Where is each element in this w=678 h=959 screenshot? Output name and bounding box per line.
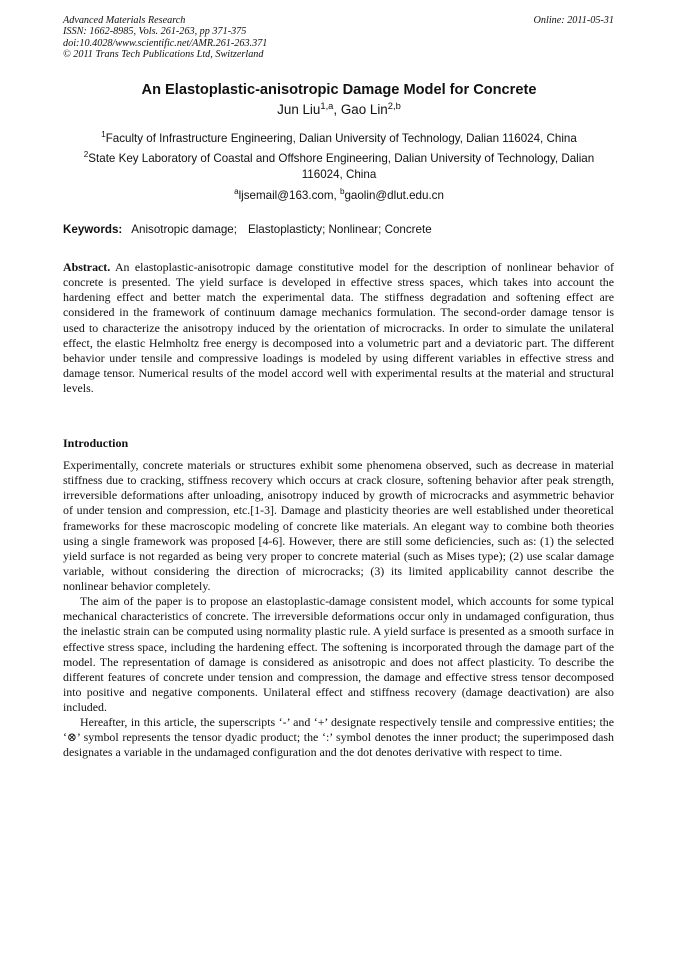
affiliation-text: State Key Laboratory of Coastal and Offshore Engineering, Dalian University of Technology, Dalian 116024, China xyxy=(88,152,595,181)
keywords-label: Keywords: xyxy=(63,223,123,236)
paragraph: Experimentally, concrete materials or structures exhibit some phenomena observed, such as decrease in material stiffness due to cracking, stiffness recovery which occurs at crack closure, softening behavior after peak strength, irreversible deformations after unloading, anisotropy induced by growth of microcracks and asymmetric behavior of under tension and compression, etc.[1-3]. Damage and plasticity theories are well established under theoretical frameworks for these macroscopic modeling of concrete like materials. An elegant way to combine both theories using a single framework was proposed [4-6]. However, there are still some deficiencies, such as: (1) the selected yield surface is not regarded as being very proper to concrete material (such as Mises type); (2) use scalar damage variable, without considering the direction of microcracks; (3) its limited applicability cannot describe the nonlinear behavior completely. xyxy=(63,458,614,593)
email-link[interactable]: ljsemail@163.com xyxy=(238,189,334,202)
keywords-line xyxy=(63,222,618,237)
email-superscript: a xyxy=(234,187,239,196)
affiliation-superscript: 2 xyxy=(83,150,89,159)
issn-line: ISSN: 1662-8985, Vols. 261-263, pp 371-375 xyxy=(63,26,247,38)
affiliation-superscript: 1 xyxy=(101,130,106,139)
paper-title: An Elastoplastic-anisotropic Damage Model for Concrete xyxy=(141,82,537,98)
journal-name: Advanced Materials Research xyxy=(63,15,186,26)
author-line xyxy=(0,101,678,119)
online-date: Online: 2011-05-31 xyxy=(533,15,614,26)
journal-header xyxy=(63,15,267,60)
affiliation-1 xyxy=(70,131,608,147)
abstract-text: An elastoplastic-anisotropic damage constitutive model for the description of nonlinear behavior of concrete is presented. The yield surface is developed in effective stress spaces, which takes into account the hardening effect and better match the experimental data. The stiffness degradation and softening effect are considered in the framework of continuum damage mechanics formulation. The second-order damage tensor is used to characterize the anisotropy induced by the orientation of microcracks. In order to simulate the unilateral effect, the elastic Helmholtz free energy is decomposed into a volumetric part and a deviatoric part. The different behavior under tensile and compressive loadings is modeled by using different variables in effective stress and damage tensor. Numerical results of the model accord well with experimental results at the material and structural levels. xyxy=(63,260,614,395)
section-heading-introduction: Introduction xyxy=(63,436,129,450)
email-separator: , xyxy=(333,189,340,202)
affiliation-2 xyxy=(70,151,608,182)
paragraph: The aim of the paper is to propose an elastoplastic-damage consistent model, which accounts for some typical mechanical characteristics of concrete. The irreversible deformations occur only in undamaged configuration, thus the inelastic strain can be computed using normality plastic rule. A yield surface is presented as a smooth surface in effective stress space, including the hardening effect. The softening is incorporated through the damage part of the model. The representation of damage is considered as anisotropic and does not affect plasticity. To describe the different features of concrete under tension and compression, the damage and effective stress tensor decomposed into positive and negative components. Unilateral effect and stiffness recovery (damage deactivation) are also included. xyxy=(63,594,614,714)
author-superscript: 1,a xyxy=(320,101,334,111)
author-superscript: 2,b xyxy=(387,101,401,111)
email-link[interactable]: gaolin@dlut.edu.cn xyxy=(344,189,444,202)
email-superscript: b xyxy=(339,187,345,196)
keyword-item: Elastoplasticty; Nonlinear; Concrete xyxy=(247,223,432,236)
paragraph: Hereafter, in this article, the superscripts ‘-’ and ‘+’ designate respectively tensile and compressive entities; the ‘⊗’ symbol represents the tensor dyadic product; the ‘:’ symbol denotes the inner product; the superimposed dash designates a variable in the undamaged configuration and the dot denotes derivative with respect to time. xyxy=(63,715,614,760)
author-name: Gao Lin xyxy=(340,102,388,117)
introduction-body xyxy=(63,458,614,761)
keyword-item: Anisotropic damage; xyxy=(131,223,237,236)
author-separator: , xyxy=(333,102,341,117)
abstract xyxy=(63,260,614,396)
affiliation-text: Faculty of Infrastructure Engineering, Dalian University of Technology, Dalian 116024, China xyxy=(105,132,577,145)
copyright-line: © 2011 Trans Tech Publications Ltd, Switzerland xyxy=(63,48,264,60)
doi-link[interactable]: doi:10.4028/www.scientific.net/AMR.261-263.371 xyxy=(63,37,268,49)
author-name: Jun Liu xyxy=(277,102,321,117)
abstract-label: Abstract. xyxy=(63,260,111,274)
email-line xyxy=(70,188,608,204)
